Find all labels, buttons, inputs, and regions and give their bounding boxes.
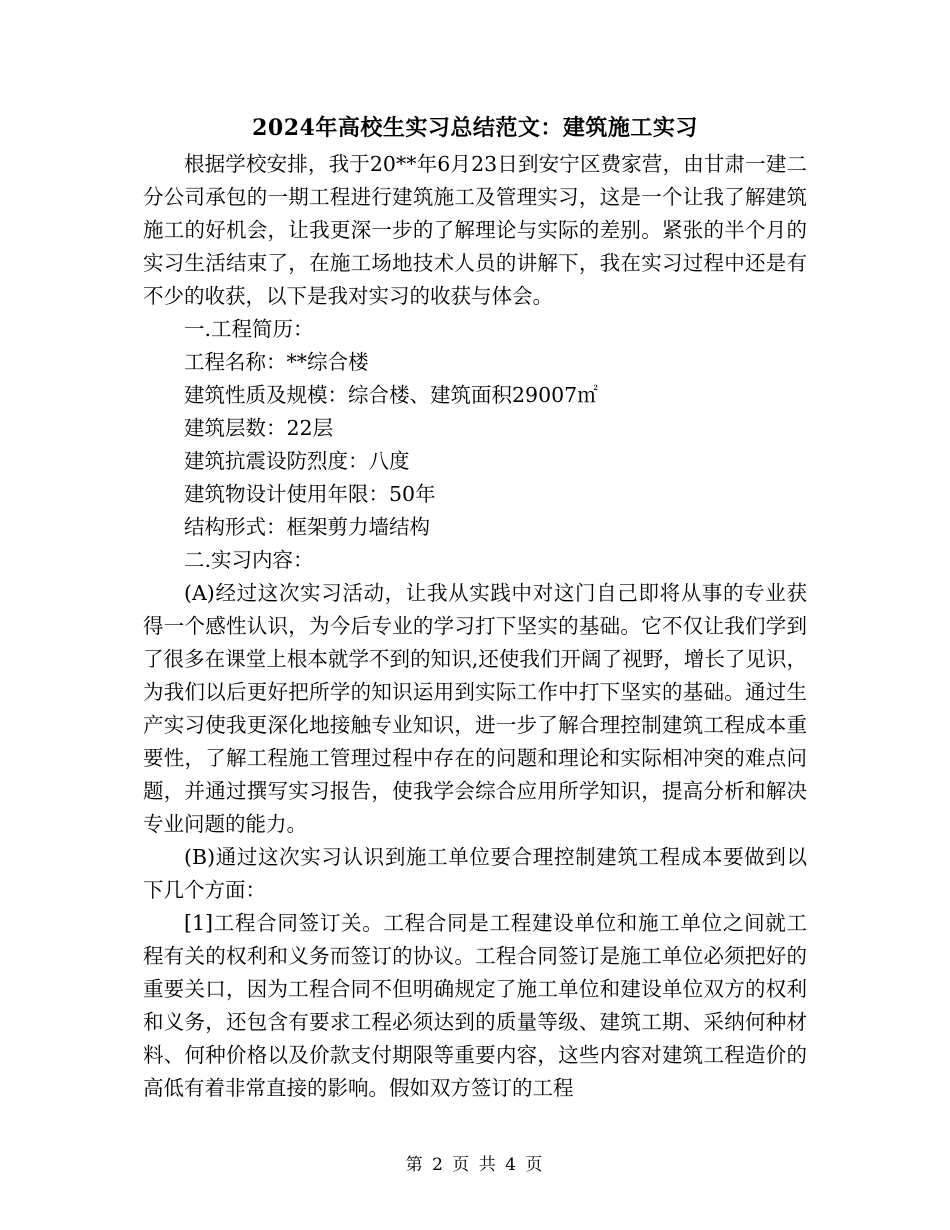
structure-line: 结构形式：框架剪力墙结构 [184, 515, 430, 539]
section-heading-content: 二.实习内容： [184, 548, 314, 572]
paragraph-1: [1]工程合同签订关。工程合同是工程建设单位和施工单位之间就工程有关的权利和义务而签订的协议。工程合同签订是施工单位必须把好的重要关口，因为工程合同不但明确规定了施工单位和建设单位双方的权利和义务，还包含有要求工程必须达到的质量等级、建筑工期、采纳何种材料、何种价格以及价款支付期限等重要内容，这些内容对建筑工程造价的高低有着非常直接的影响。假如双方签订的工程 [143, 911, 807, 1100]
page-number-footer: 第 2 页 共 4 页 [405, 1155, 545, 1175]
section-heading-project: 一.工程简历： [184, 317, 314, 341]
document-page [143, 108, 807, 1105]
nature-scale-line: 建筑性质及规模：综合楼、建筑面积29007㎡ [184, 383, 598, 407]
project-name-line: 工程名称：**综合楼 [184, 350, 369, 374]
floors-line: 建筑层数：22层 [184, 416, 334, 440]
paragraph-a: (A)经过这次实习活动，让我从实践中对这门自己即将从事的专业获得一个感性认识，为今后专业的学习打下坚实的基础。它不仅让我们学到了很多在课堂上根本就学不到的知识,还使我们开阔了视野，增长了见识，为我们以后更好把所学的知识运用到实际工作中打下坚实的基础。通过生产实习使我更深化地接触专业知识，进一步了解合理控制建筑工程成本重要性，了解工程施工管理过程中存在的问题和理论和实际相冲突的难点问题，并通过撰写实习报告，使我学会综合应用所学知识，提高分析和解决专业问题的能力。 [143, 581, 807, 836]
paragraph-b: (B)通过这次实习认识到施工单位要合理控制建筑工程成本要做到以下几个方面： [143, 845, 807, 902]
document-title: 2024年高校生实习总结范文：建筑施工实习 [252, 115, 698, 141]
seismic-line: 建筑抗震设防烈度：八度 [184, 449, 410, 473]
service-life-line: 建筑物设计使用年限：50年 [184, 482, 436, 506]
intro-paragraph: 根据学校安排，我于20**年6月23日到安宁区费家营，由甘肃一建二分公司承包的一期工程进行建筑施工及管理实习，这是一个让我了解建筑施工的好机会，让我更深一步的了解理论与实际的差别。紧张的半个月的实习生活结束了，在施工场地技术人员的讲解下，我在实习过程中还是有不少的收获，以下是我对实习的收获与体会。 [143, 152, 807, 308]
